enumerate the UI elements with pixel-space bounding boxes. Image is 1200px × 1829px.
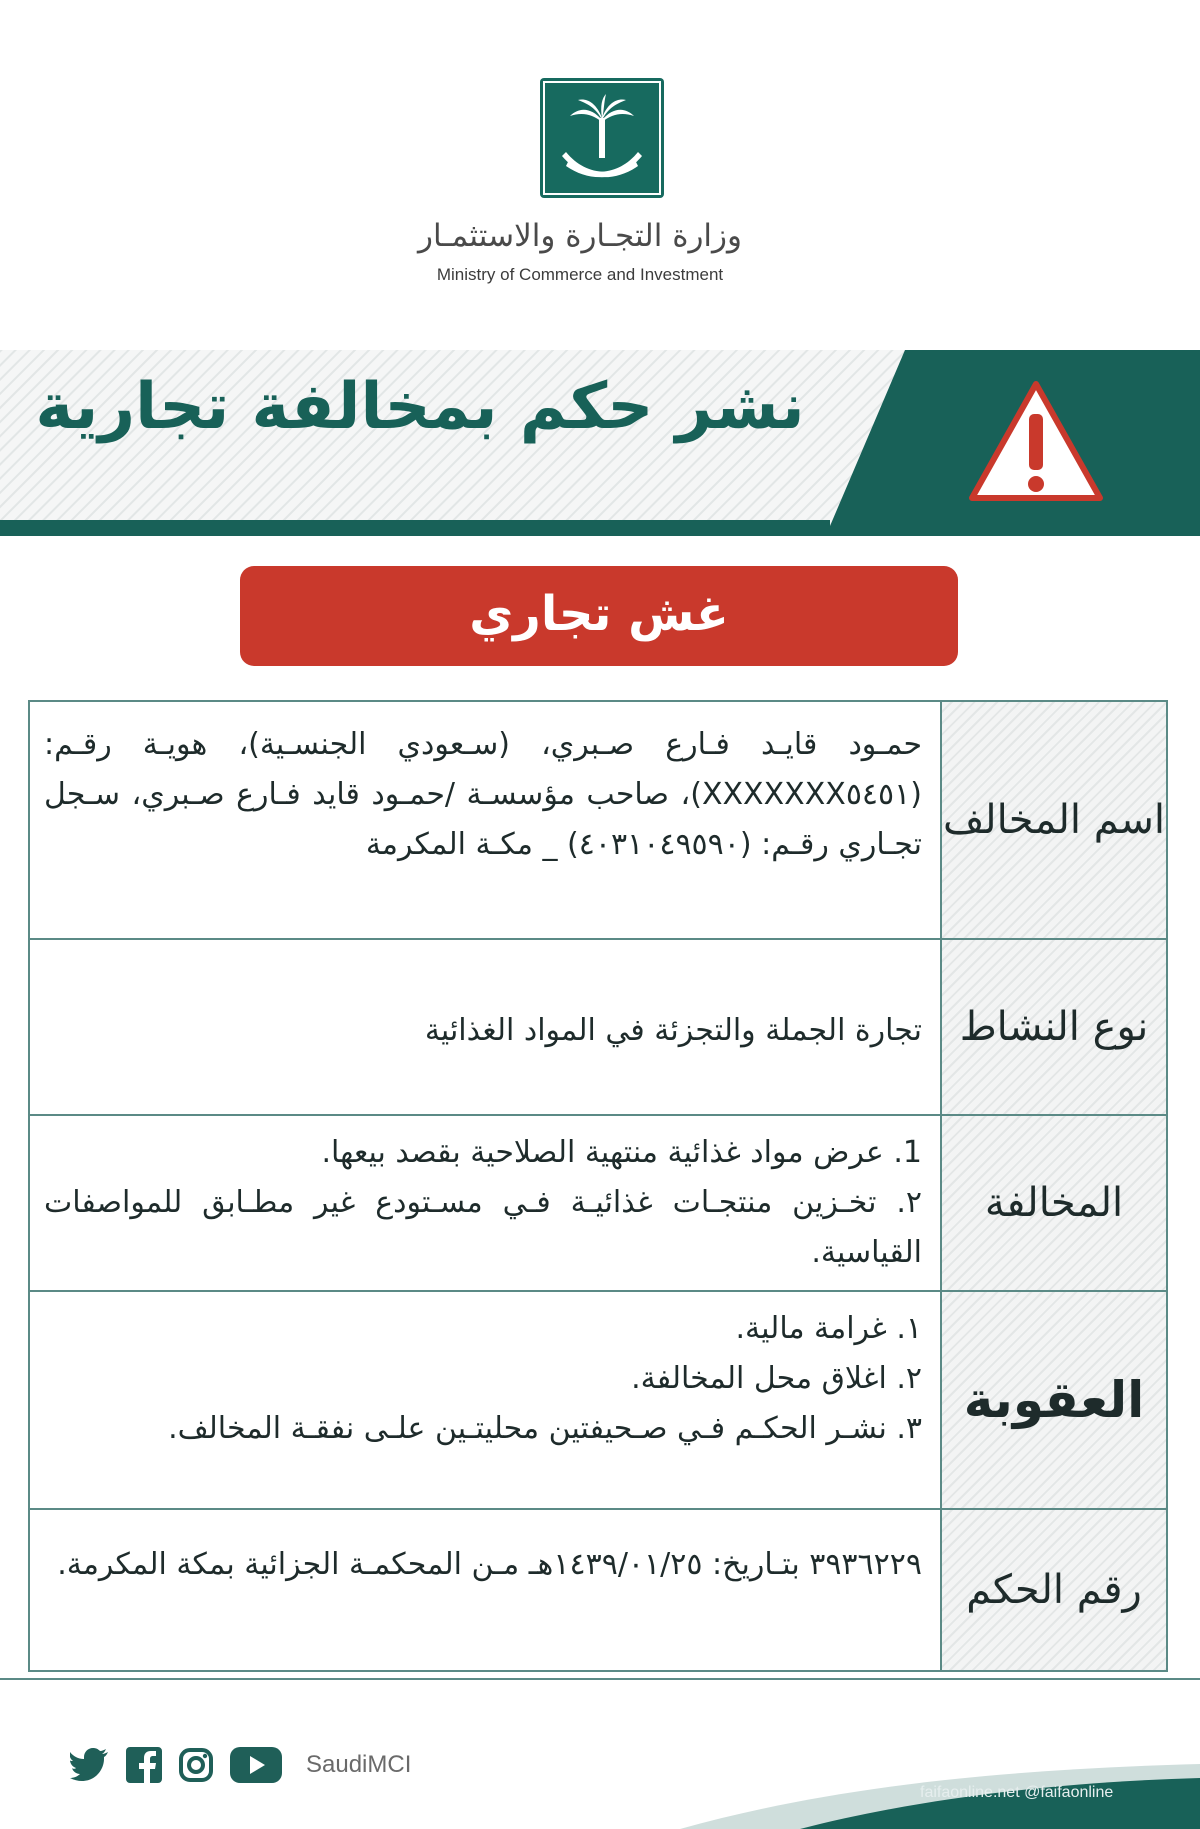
ministry-name-arabic: وزارة التجـارة والاستثمـار — [417, 218, 742, 254]
violation-type-badge: غش تجاري — [240, 566, 958, 666]
table-row-violator-name — [30, 702, 1166, 940]
table-row-verdict-number — [30, 1510, 1166, 1670]
activity-type-value — [30, 940, 940, 1114]
instagram-icon[interactable] — [178, 1747, 214, 1783]
violator-name-value — [30, 702, 940, 938]
violator-name-text: حمـود قايـد فـارع صـبري، (سـعودي الجنسـية)، هويـة رقـم: (XXXXXXX٥٤٥١)، صاحب مؤسسـة /حمـود قايد فـارع صـبري، سـجل تجـاري رقـم: (٤٠٣١٠٤٩٥٩٠) _ مكـة المكرمة — [44, 727, 922, 862]
penalty-item: ١. غرامة مالية. — [735, 1311, 922, 1346]
saudi-emblem-palm-swords-icon — [540, 78, 664, 198]
violation-value — [30, 1116, 940, 1290]
violator-name-label: اسم المخالف — [940, 702, 1166, 938]
footer-divider — [0, 1678, 1200, 1680]
verdict-number-label: رقم الحكم — [940, 1510, 1166, 1670]
table-row-activity-type — [30, 940, 1166, 1116]
penalty-value — [30, 1292, 940, 1508]
violation-item: ٢. تخـزين منتجـات غذائيـة فـي مسـتودع غير مطـابق للمواصفات القياسية. — [44, 1185, 922, 1270]
watermark-text: faifaonline.net @faifaonline — [920, 1784, 1114, 1801]
penalty-item: ٣. نشـر الحكـم فـي صـحيفتين محليتـين علـى نفقـة المخالف. — [168, 1411, 922, 1446]
penalty-item: ٢. اغلاق محل المخالفة. — [631, 1361, 922, 1396]
twitter-icon[interactable] — [70, 1748, 110, 1782]
verdict-table — [28, 700, 1168, 1672]
verdict-number-text: ٣٩٣٦٢٢٩ بتـاريخ: ١٤٣٩/٠١/٢٥هـ مـن المحكمـة الجزائية بمكة المكرمة. — [57, 1547, 922, 1582]
table-row-penalty — [30, 1292, 1166, 1510]
warning-triangle-icon — [966, 378, 1106, 506]
youtube-icon[interactable] — [230, 1747, 282, 1783]
violation-item: 1. عرض مواد غذائية منتهية الصلاحية بقصد بيعها. — [321, 1135, 922, 1170]
violation-label: المخالفة — [940, 1116, 1166, 1290]
table-row-violation — [30, 1116, 1166, 1292]
penalty-label: العقوبة — [940, 1292, 1166, 1508]
ministry-logo — [540, 78, 664, 198]
social-links — [70, 1745, 411, 1785]
page-title: نشر حكم بمخالفة تجارية — [35, 370, 805, 444]
activity-type-text: تجارة الجملة والتجزئة في المواد الغذائية — [424, 1013, 922, 1048]
ministry-name-english: Ministry of Commerce and Investment — [436, 265, 724, 284]
facebook-icon[interactable] — [126, 1747, 162, 1783]
activity-type-label: نوع النشاط — [940, 940, 1166, 1114]
verdict-number-value — [30, 1510, 940, 1670]
social-handle[interactable]: SaudiMCI — [306, 1751, 412, 1778]
